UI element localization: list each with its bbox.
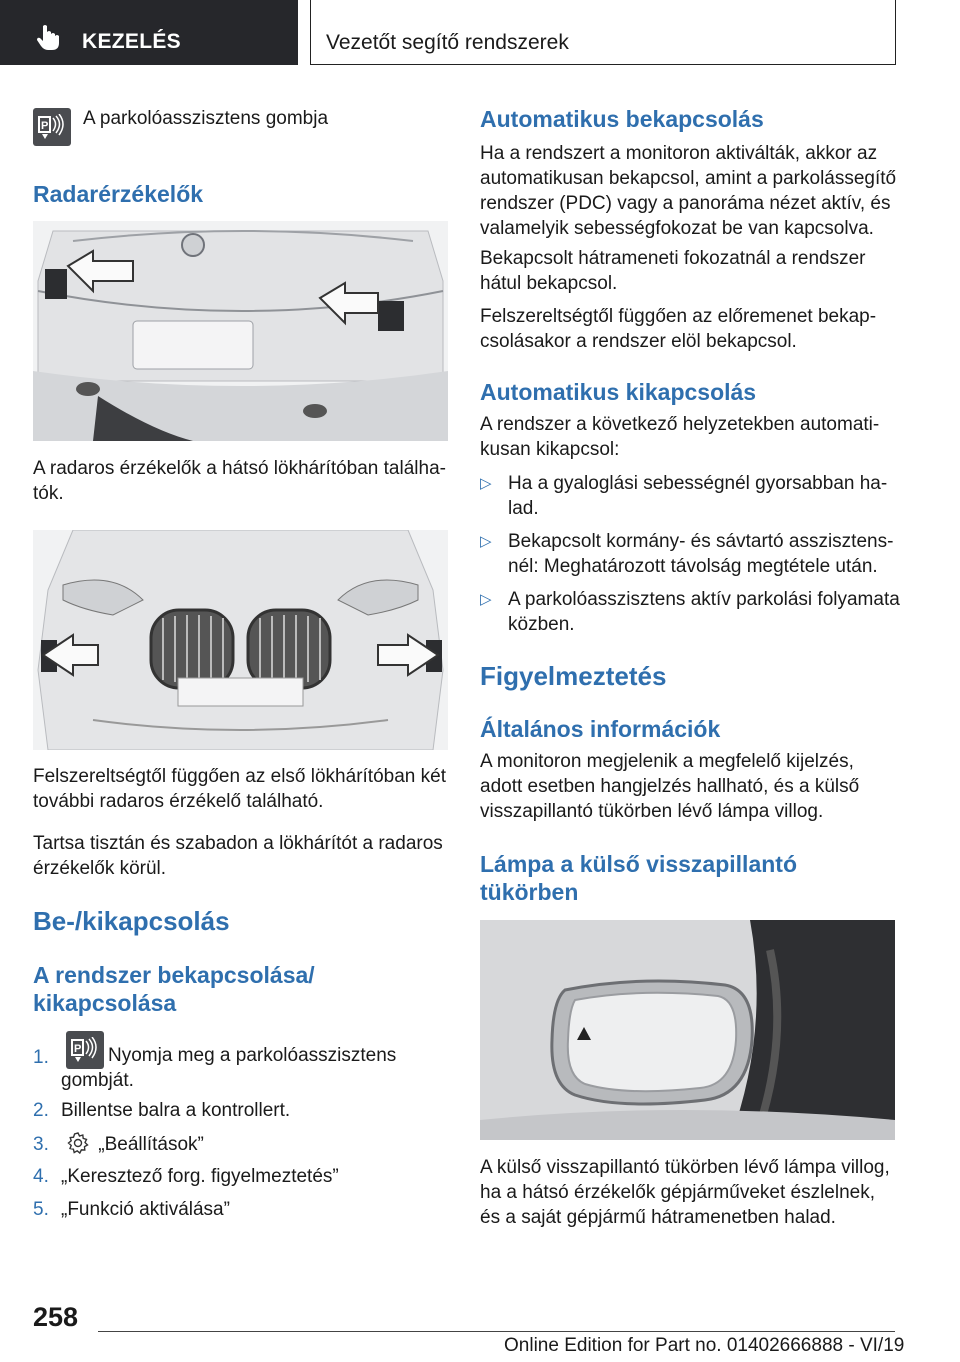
step-number: 5. xyxy=(33,1199,49,1220)
step-4 xyxy=(33,1164,451,1189)
rear-bumper-image xyxy=(33,221,448,441)
heading-radar-sensors: Radarérzékelők xyxy=(33,181,204,207)
auto-off-item-text: A parkolóasszisztens aktív parkolási folyamata közben. xyxy=(508,589,900,635)
gear-icon xyxy=(66,1131,90,1155)
mirror-caption: A külső visszapillantó tükörben lévő lámpa villog, ha a hátsó érzékelők gépjárműveket észlelnek, és a saját gépjármű hátramenetben halad. xyxy=(480,1157,890,1228)
auto-off-item-2 xyxy=(480,529,900,579)
heading-general-info: Általános információk xyxy=(480,716,721,742)
step-1-text-line1: Nyomja meg a parkolóasszisztens xyxy=(108,1045,397,1066)
step-number: 1. xyxy=(33,1047,49,1068)
parking-assistant-button-icon xyxy=(66,1031,104,1069)
auto-on-text-1: Ha a rendszert a monitoron aktiválták, akkor az automatikusan bekapcsol, amint a parkolássegítő rendszer (PDC) vagy a panoráma nézet aktív, és valamelyik sebességfokozat be van kapcsolva. xyxy=(480,143,897,239)
auto-off-item-1 xyxy=(480,471,900,521)
auto-on-text-3: Felszereltségtől függően az előremenet bekap- csolásakor a rendszer elöl bekapcsol. xyxy=(480,306,877,352)
auto-off-item-text: Ha a gyaloglási sebességnél gyorsabban ha- lad. xyxy=(508,473,888,519)
heading-system-on-off: A rendszer bekapcsolása/ kikapcsolása xyxy=(33,962,315,1016)
auto-off-intro: A rendszer a következő helyzetekben automati- kusan kikapcsol: xyxy=(480,414,880,460)
keep-clean-text: Tartsa tisztán és szabadon a lökhárítót a radaros érzékelők körül. xyxy=(33,833,443,879)
heading-mirror-lamp: Lámpa a külső visszapillantó tükörben xyxy=(480,851,797,905)
svg-text:P: P xyxy=(74,1042,82,1055)
step-number: 3. xyxy=(33,1134,49,1155)
step-3 xyxy=(33,1131,451,1157)
step-text: „Keresztező forg. figyelmeztetés” xyxy=(61,1166,339,1187)
heading-auto-on: Automatikus bekapcsolás xyxy=(480,106,764,132)
edition-label: Online Edition for Part no. 01402666888 - VI/19 xyxy=(504,1335,905,1356)
rear-sensors-caption: A radaros érzékelők a hátsó lökhárítóban találha- tók. xyxy=(33,458,446,504)
auto-off-item-text: Bekapcsolt kormány- és sávtartó asszisztens- nél: Meghatározott távolság megtétele után. xyxy=(508,531,894,577)
auto-off-item-3 xyxy=(480,587,900,637)
auto-on-text-2: Bekapcsolt hátrameneti fokozatnál a rendszer hátul bekapcsol. xyxy=(480,248,866,294)
front-bumper-image xyxy=(33,530,448,750)
step-number: 4. xyxy=(33,1166,49,1187)
hand-pointer-icon xyxy=(34,22,64,52)
heading-auto-off: Automatikus kikapcsolás xyxy=(480,379,757,405)
heading-on-off: Be-/kikapcsolás xyxy=(33,906,230,936)
triangle-bullet-icon: ▷ xyxy=(480,533,492,550)
triangle-bullet-icon: ▷ xyxy=(480,591,492,608)
triangle-bullet-icon: ▷ xyxy=(480,475,492,492)
step-text: Billentse balra a kontrollert. xyxy=(61,1100,291,1121)
svg-text:P: P xyxy=(41,120,49,132)
button-caption: A parkolóasszisztens gombja xyxy=(83,108,329,129)
heading-warning: Figyelmeztetés xyxy=(480,661,667,691)
header-chapter-title: Vezetőt segítő rendszerek xyxy=(326,31,569,54)
step-text: „Beállítások” xyxy=(98,1134,204,1155)
general-info-text: A monitoron megjelenik a megfelelő kijelzés, adott esetben hangjelzés hallható, és a külső visszapillantó tükörben lévő lámpa villog. xyxy=(480,751,860,822)
side-mirror-image xyxy=(480,920,895,1140)
header-section-title: KEZELÉS xyxy=(82,30,181,53)
parking-assistant-button-icon xyxy=(33,108,71,146)
step-1-text-line2: gombját. xyxy=(61,1070,134,1091)
step-2 xyxy=(33,1098,451,1123)
page-number: 258 xyxy=(33,1302,79,1332)
step-5 xyxy=(33,1197,451,1222)
step-number: 2. xyxy=(33,1100,49,1121)
footer-rule xyxy=(98,1331,895,1332)
front-sensors-text: Felszereltségtől függően az első lökhárítóban két további radaros érzékelő található. xyxy=(33,766,446,812)
step-text: „Funkció aktiválása” xyxy=(61,1199,230,1220)
